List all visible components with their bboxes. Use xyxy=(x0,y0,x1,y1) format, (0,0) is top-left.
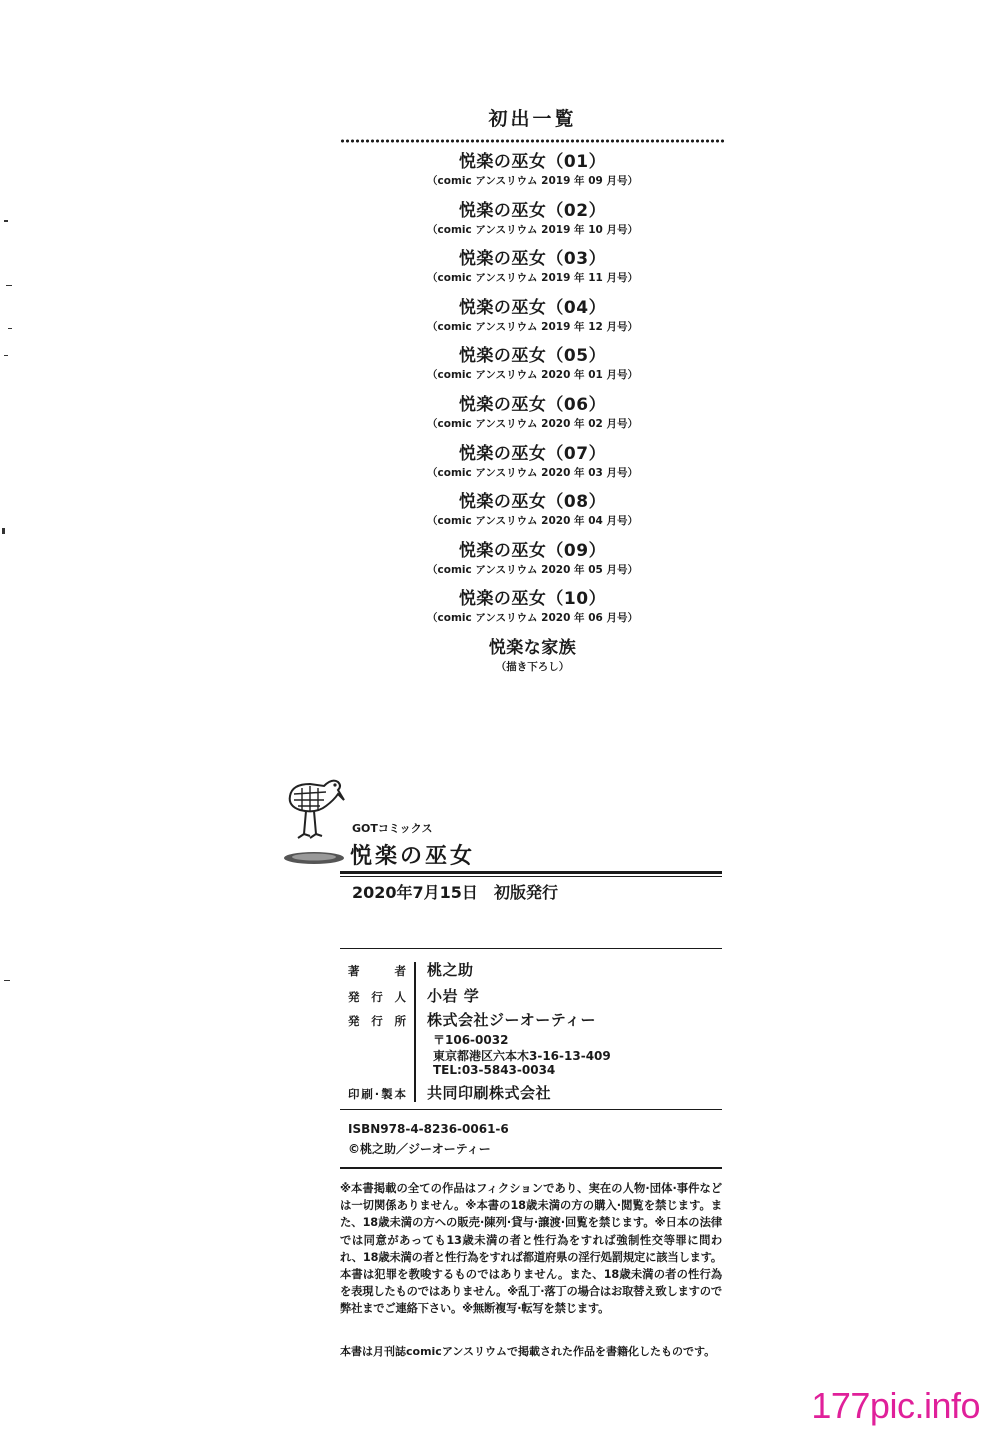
office-name: 株式会社ジーオーティー xyxy=(427,1011,597,1029)
publication-date xyxy=(352,880,558,903)
author-label: 著者 xyxy=(348,964,406,978)
telephone: TEL:03-5843-0034 xyxy=(433,1063,556,1077)
toc-entry-source: （comic アンスリウム 2019 年 12 月号） xyxy=(427,320,638,333)
toc-entry xyxy=(340,199,725,248)
toc-entry xyxy=(340,490,725,539)
date: 2020年7月15日 xyxy=(352,883,478,902)
address: 東京都港区六本木3-16-13-409 xyxy=(433,1049,611,1063)
bird-logo-icon xyxy=(280,756,360,868)
scan-speck xyxy=(4,220,8,222)
publisher-label: 発行人 xyxy=(348,990,406,1004)
toc-entry-title: 悦楽の巫女（07） xyxy=(458,443,607,464)
toc-entry-source: （描き下ろし） xyxy=(495,660,570,673)
toc-entry-title: 悦楽の巫女（08） xyxy=(458,492,607,513)
toc-entry-title: 悦楽の巫女（06） xyxy=(458,394,607,415)
toc-entry xyxy=(340,587,725,636)
scan-speck xyxy=(6,285,12,286)
toc-entry-source: （comic アンスリウム 2019 年 11 月号） xyxy=(427,272,638,285)
toc-entry xyxy=(340,296,725,345)
divider xyxy=(340,1167,722,1169)
author-name: 桃之助 xyxy=(427,961,474,979)
edition: 初版発行 xyxy=(493,883,558,902)
toc-entry-title: 悦楽の巫女（02） xyxy=(458,200,607,221)
toc-list xyxy=(340,150,725,685)
scan-speck xyxy=(4,980,10,981)
book-title: 悦楽の巫女 xyxy=(350,844,476,869)
toc-entry-title: 悦楽の巫女（10） xyxy=(458,589,607,610)
scan-speck xyxy=(8,328,12,329)
toc-entry xyxy=(340,442,725,491)
toc-entry-source: （comic アンスリウム 2020 年 03 月号） xyxy=(427,466,638,479)
toc-entry xyxy=(340,150,725,199)
toc-entry-source: （comic アンスリウム 2020 年 05 月号） xyxy=(427,563,638,576)
toc-entry xyxy=(340,636,725,685)
toc-entry-title: 悦楽の巫女（09） xyxy=(458,540,607,561)
divider xyxy=(340,948,722,949)
copyright: ©桃之助／ジーオーティー xyxy=(348,1142,491,1156)
toc-entry-source: （comic アンスリウム 2019 年 10 月号） xyxy=(427,223,638,236)
toc-entry-title: 悦楽の巫女（01） xyxy=(458,152,607,172)
postal-code: 〒106-0032 xyxy=(433,1033,509,1047)
series-label: GOTコミックス xyxy=(352,822,433,835)
isbn: ISBN978-4-8236-0061-6 xyxy=(348,1122,509,1136)
scan-speck xyxy=(4,355,8,356)
toc-entry-title: 悦楽の巫女（05） xyxy=(458,346,607,367)
toc-entry-title: 悦楽の巫女（04） xyxy=(458,297,607,318)
scan-speck xyxy=(2,528,5,534)
legal-notice: ※本書掲載の全ての作品はフィクションであり、実在の人物·団体·事件などは一切関係ありません。※本書の18歳未満の方の購入·閲覧を禁じます。また、18歳未満の方への販売·陳列·貸与·譲渡·回覧を禁じます。※日本の法律では同意があっても13歳未満の者と性行為をすれば強制性交等罪に問われ、18歳未満の者と性行為をすれば都道府県の淫行処罰規定に該当します。本書は犯罪を教唆するものではありません。また、18歳未満の者の性行為を表現したものではありません。※乱丁·落丁の場合はお取替え致しますので弊社までご連絡下さい。※無断複写·転写を禁じます。 xyxy=(340,1182,722,1316)
toc-entry xyxy=(340,344,725,393)
footnote: 本書は月刊誌comicアンスリウムで掲載された作品を書籍化したものです。 xyxy=(340,1345,716,1358)
title-rule xyxy=(340,871,722,874)
dotted-divider xyxy=(340,138,725,144)
toc-entry-source: （comic アンスリウム 2019 年 09 月号） xyxy=(427,175,638,187)
title-rule-thin xyxy=(340,876,722,877)
printer-label: 印刷·製本 xyxy=(348,1087,406,1101)
toc-entry xyxy=(340,539,725,588)
toc-entry-source: （comic アンスリウム 2020 年 04 月号） xyxy=(427,515,638,528)
colophon-vertical-rule xyxy=(414,962,416,1102)
printer-name: 共同印刷株式会社 xyxy=(427,1084,552,1102)
toc-entry-source: （comic アンスリウム 2020 年 06 月号） xyxy=(427,612,638,625)
toc-entry-source: （comic アンスリウム 2020 年 02 月号） xyxy=(427,417,638,430)
divider xyxy=(340,1109,722,1110)
toc-heading: 初出一覧 xyxy=(488,108,577,130)
toc-entry-title: 悦楽の巫女（03） xyxy=(458,249,607,270)
toc-entry-source: （comic アンスリウム 2020 年 01 月号） xyxy=(427,369,638,382)
toc-entry xyxy=(340,247,725,296)
publisher-name: 小岩 学 xyxy=(427,987,480,1005)
office-label: 発行所 xyxy=(348,1014,406,1028)
site-watermark: 177pic.info xyxy=(811,1385,980,1426)
toc-entry-title: 悦楽な家族 xyxy=(488,637,577,658)
toc-entry xyxy=(340,393,725,442)
